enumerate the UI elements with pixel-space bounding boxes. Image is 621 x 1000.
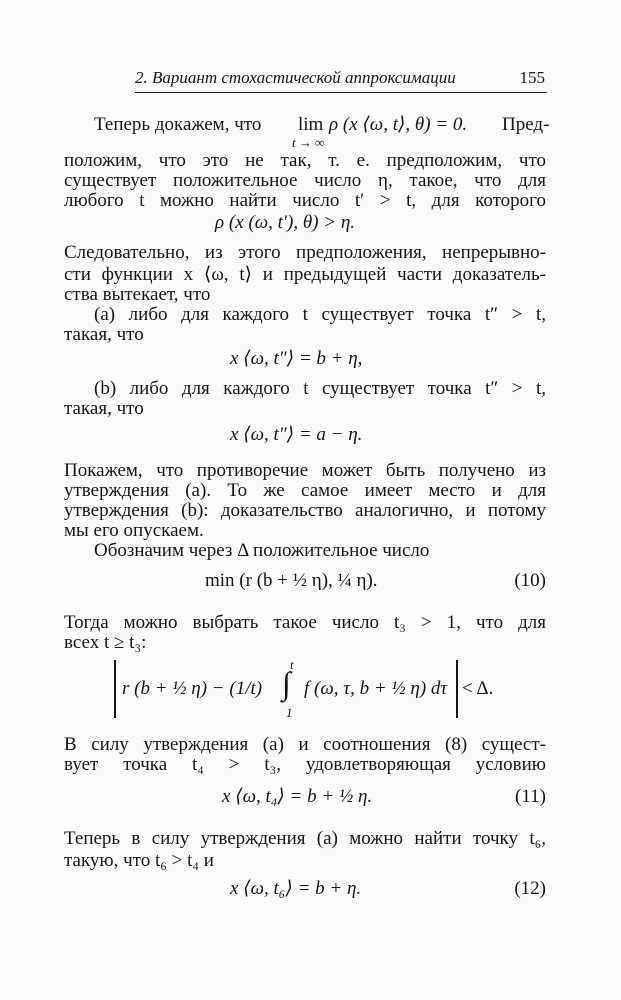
text-line-22: такую, что t₆ > t₄ и bbox=[64, 850, 214, 871]
text-line-12: Покажем, что противоречие может быть получено из bbox=[64, 460, 546, 481]
formula-case-b: x ⟨ω, t″⟩ = a − η. bbox=[230, 424, 363, 445]
integral-left-part: r (b + ½ η) − (1/t) bbox=[122, 678, 263, 699]
text-line-9: такая, что bbox=[64, 324, 144, 345]
formula-case-a: x ⟨ω, t″⟩ = b + η, bbox=[230, 348, 363, 369]
text-line-5: Следовательно, из этого предположения, непрерывно- bbox=[64, 242, 546, 263]
text-line-4: любого t можно найти число t′ > t, для которого bbox=[64, 190, 546, 211]
text-line-16: Обозначим через Δ положительное число bbox=[94, 540, 430, 561]
formula-rho: ρ (x (ω, t′), θ) > η. bbox=[215, 212, 356, 233]
abs-bar-left bbox=[114, 660, 116, 718]
text-line-15: мы его опускаем. bbox=[64, 520, 204, 541]
limit-expression: ρ (x ⟨ω, t⟩, θ) = 0. bbox=[329, 114, 468, 135]
integral-upper-limit: t bbox=[290, 657, 294, 672]
integral-integrand: f (ω, τ, b + ½ η) dτ bbox=[304, 678, 448, 699]
text-line-2: положим, что это не так, т. е. предположим, что bbox=[64, 150, 546, 171]
text-line-19: В силу утверждения (a) и соотношения (8) сущест- bbox=[64, 734, 546, 755]
text-line-6: сти функции x ⟨ω, t⟩ и предыдущей части доказатель- bbox=[64, 264, 546, 285]
text-line-8: (a) либо для каждого t существует точка t″ > t, bbox=[94, 304, 546, 325]
header-rule bbox=[135, 92, 547, 93]
formula-min: min (r (b + ½ η), ¼ η). bbox=[205, 570, 378, 591]
text-line-14: утверждения (b): доказательство аналогично, и потому bbox=[64, 500, 546, 521]
text-line-11: такая, что bbox=[64, 398, 144, 419]
formula-11: x ⟨ω, t₄⟩ = b + ½ η. bbox=[222, 786, 373, 807]
integral-inequality: < Δ. bbox=[462, 678, 494, 699]
text-line-17: Тогда можно выбрать такое число t₃ > 1, что для bbox=[64, 612, 546, 633]
equation-number-12: (12) bbox=[514, 878, 546, 899]
header-title: 2. Вариант стохастической аппроксимации bbox=[135, 68, 456, 87]
text-fragment: Пред- bbox=[502, 114, 550, 135]
text-line-18: всех t ≥ t₃: bbox=[64, 632, 147, 653]
equation-number-10: (10) bbox=[514, 570, 546, 591]
text-line-20: вует точка t₄ > t₃, удовлетворяющая условию bbox=[64, 754, 546, 775]
text-line-7: ства вытекает, что bbox=[64, 284, 211, 305]
formula-integral bbox=[100, 657, 520, 720]
formula-12: x ⟨ω, t₆⟩ = b + η. bbox=[230, 878, 362, 899]
integral-sign: ∫ bbox=[282, 665, 291, 701]
integral-lower-limit: 1 bbox=[286, 705, 293, 720]
text-line-3: существует положительное число η, такое, что для bbox=[64, 170, 546, 191]
text-line-21: Теперь в силу утверждения (a) можно найти точку t₆, bbox=[64, 828, 546, 849]
text-line-10: (b) либо для каждого t существует точка t″ > t, bbox=[94, 378, 546, 399]
equation-number-11: (11) bbox=[515, 786, 546, 807]
text-line-13: утверждения (a). То же самое имеет место и для bbox=[64, 480, 546, 501]
page-number: 155 bbox=[519, 68, 545, 87]
abs-bar-right bbox=[456, 660, 458, 718]
text-fragment: Теперь докажем, что bbox=[94, 114, 262, 135]
limit-subscript: t → ∞ bbox=[292, 135, 325, 150]
limit-operator: lim bbox=[298, 114, 324, 135]
running-header bbox=[135, 68, 545, 90]
